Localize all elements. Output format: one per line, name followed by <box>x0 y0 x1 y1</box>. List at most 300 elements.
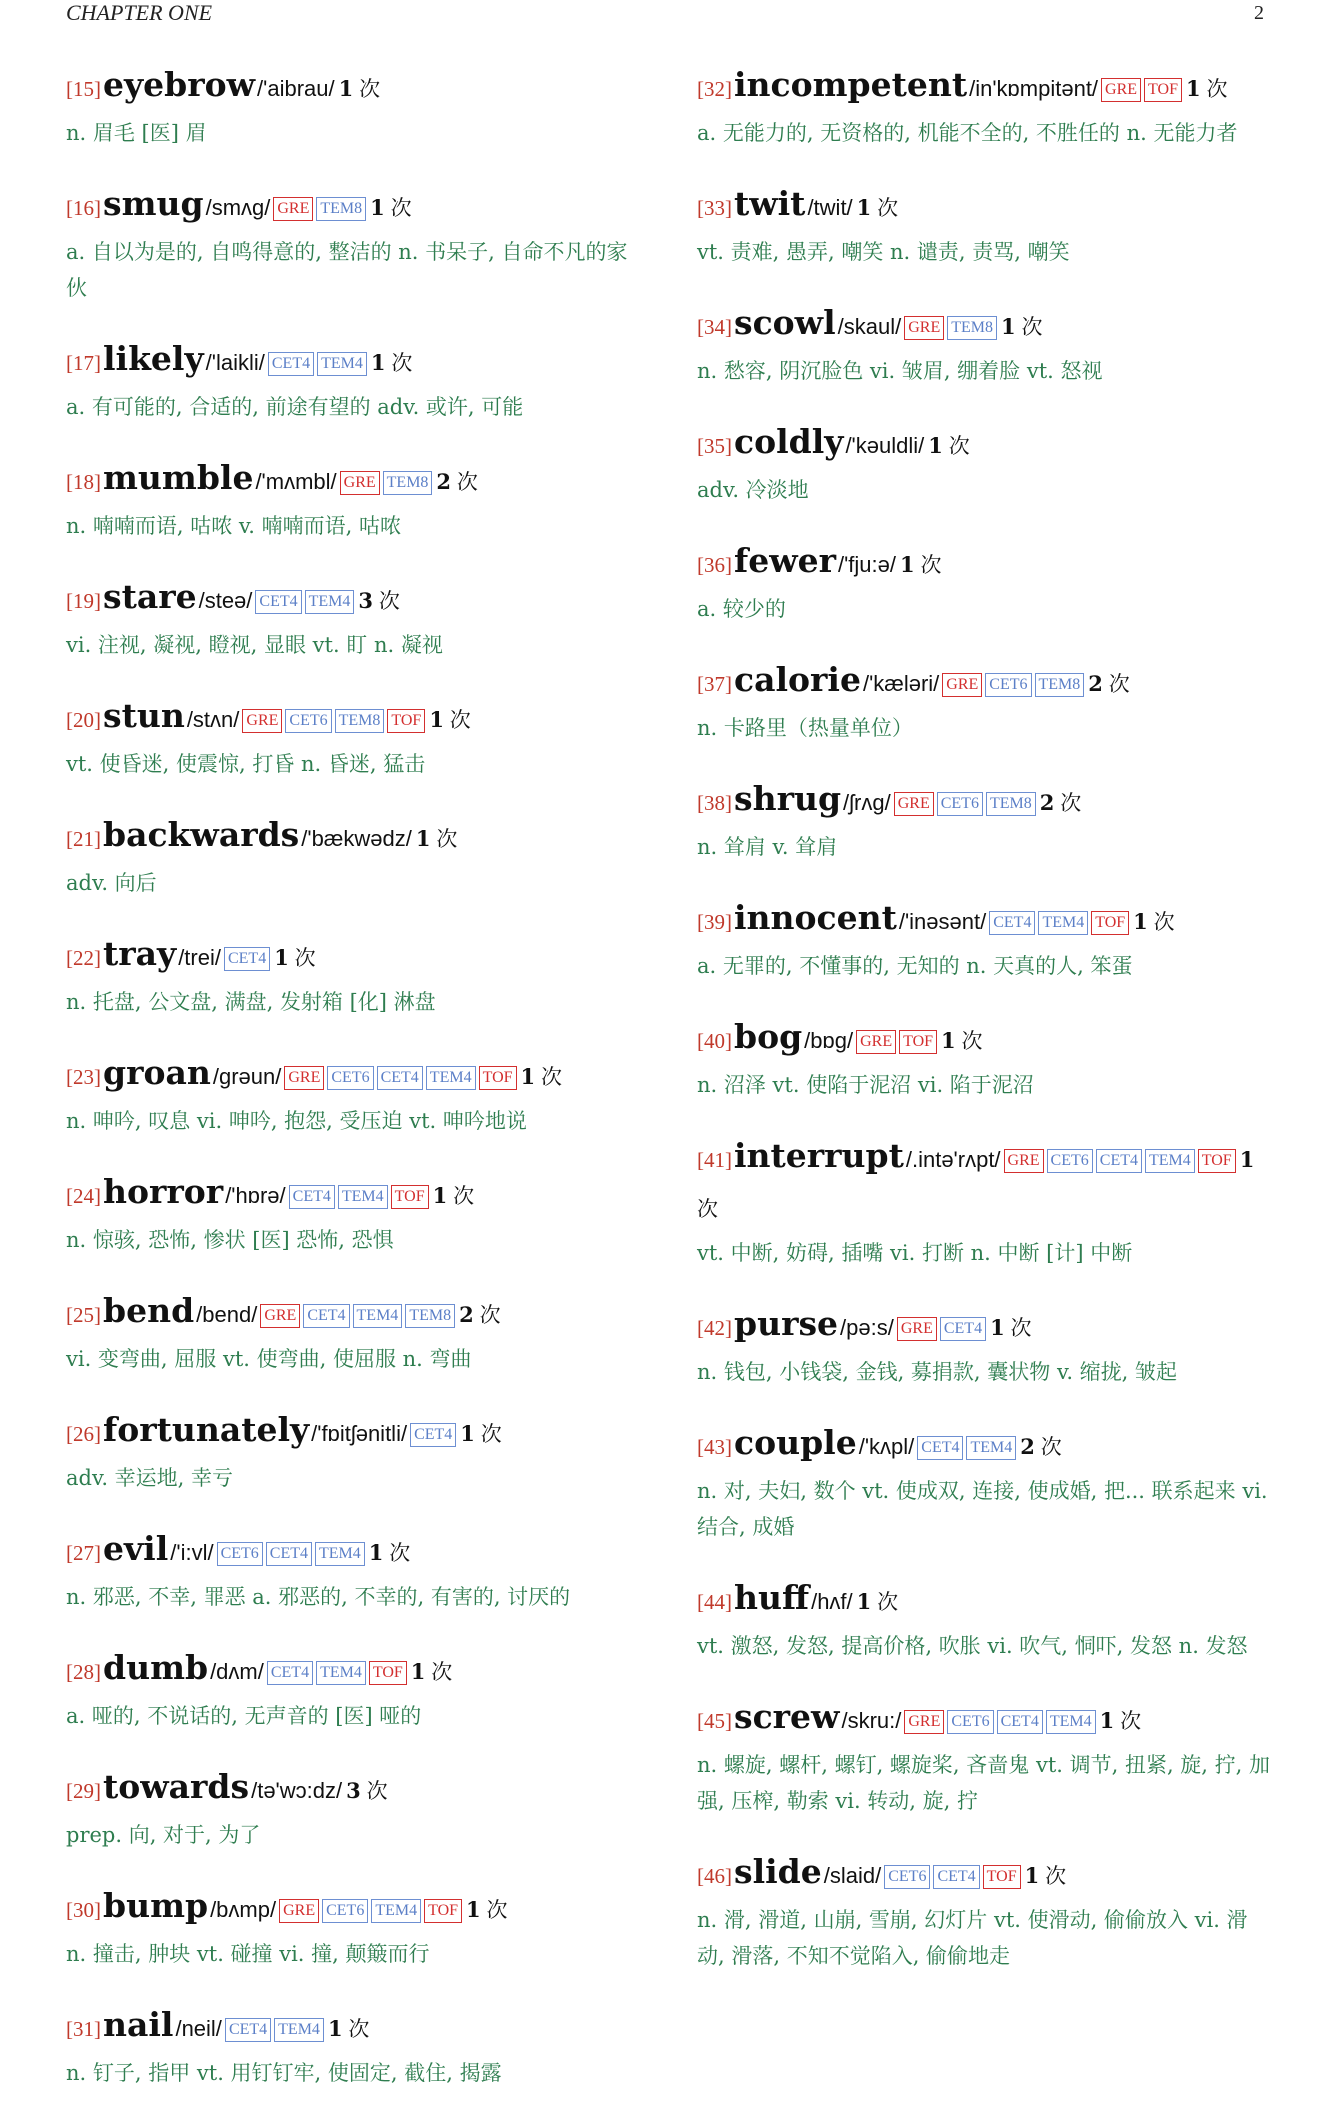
occurrence-count <box>358 590 399 613</box>
entry-headline <box>697 538 1272 591</box>
vocab-entry <box>697 895 1272 984</box>
exam-tag-gre: GRE <box>894 792 934 816</box>
count-suffix: 次 <box>436 827 458 851</box>
pronunciation: /in'kɒmpitənt/ <box>969 76 1099 101</box>
exam-tag-cet4: CET4 <box>410 1423 456 1447</box>
vocab-entry <box>66 1288 646 1377</box>
definition: n. 螺旋, 螺杆, 螺钉, 螺旋桨, 吝啬鬼 vt. 调节, 扭紧, 旋, 拧, 加强, 压榨, 勒索 vi. 转动, 旋, 拧 <box>697 1753 1271 1813</box>
entry-number: [30] <box>66 1898 101 1922</box>
exam-tag-tem8: TEM8 <box>1035 673 1085 697</box>
entry-headline <box>697 1694 1272 1747</box>
occurrence-count <box>416 828 457 851</box>
count-value: 1 <box>432 1183 448 1208</box>
entry-number: [35] <box>697 434 732 458</box>
vocab-entry <box>697 62 1272 151</box>
exam-tag-tem8: TEM8 <box>335 709 385 733</box>
count-value: 1 <box>368 1540 384 1565</box>
count-suffix: 次 <box>391 351 413 375</box>
count-suffix: 次 <box>1120 1709 1142 1733</box>
count-value: 1 <box>928 433 943 458</box>
exam-tag-cet6: CET6 <box>985 673 1031 697</box>
occurrence-count <box>1025 1865 1066 1888</box>
definition: n. 呻吟, 叹息 vi. 呻吟, 抱怨, 受压迫 vt. 呻吟地说 <box>66 1109 527 1133</box>
running-head: CHAPTER ONE <box>66 0 213 25</box>
entry-headline <box>66 1050 646 1103</box>
definition: n. 沼泽 vt. 使陷于泥沼 vi. 陷于泥沼 <box>697 1073 1034 1097</box>
entry-headline <box>66 2002 646 2055</box>
entry-headline <box>66 181 646 234</box>
entry-number: [38] <box>697 791 732 815</box>
pronunciation: /bɒg/ <box>804 1028 854 1053</box>
headword: groan <box>103 1053 211 1092</box>
page-number: 2 <box>1254 2 1264 24</box>
entry-headline <box>66 931 646 984</box>
pronunciation: /'inəsənt/ <box>898 909 987 934</box>
entry-number: [37] <box>697 672 732 696</box>
exam-tag-tem4: TEM4 <box>315 1542 365 1566</box>
vocab-entry <box>66 1050 646 1139</box>
exam-tag-tof: TOF <box>899 1030 937 1054</box>
count-suffix: 次 <box>697 1197 718 1221</box>
pronunciation: /'laikli/ <box>205 350 265 375</box>
pronunciation: /smʌg/ <box>205 195 271 220</box>
occurrence-count <box>857 197 898 220</box>
vocab-entry <box>66 1169 646 1258</box>
definition: vi. 变弯曲, 屈服 vt. 使弯曲, 使屈服 n. 弯曲 <box>66 1347 472 1371</box>
exam-tag-gre: GRE <box>1004 1149 1044 1173</box>
entry-number: [23] <box>66 1065 101 1089</box>
occurrence-count <box>1133 911 1174 934</box>
pronunciation: /neil/ <box>175 2016 222 2041</box>
count-value: 1 <box>990 1315 1005 1340</box>
count-value: 1 <box>274 945 289 970</box>
definition: vt. 使昏迷, 使震惊, 打昏 n. 昏迷, 猛击 <box>66 752 426 776</box>
headword: smug <box>103 184 204 223</box>
entry-number: [29] <box>66 1779 101 1803</box>
exam-tag-tem4: TEM4 <box>338 1185 388 1209</box>
count-value: 1 <box>900 552 915 577</box>
headword: nail <box>103 2005 174 2044</box>
headword: stun <box>103 696 185 735</box>
pronunciation: /pə:s/ <box>840 1315 894 1340</box>
entry-headline <box>66 1645 646 1698</box>
count-suffix: 次 <box>359 77 381 101</box>
entry-headline <box>66 1526 646 1579</box>
exam-tag-tem8: TEM8 <box>405 1304 455 1328</box>
occurrence-count <box>328 2018 369 2041</box>
definition: a. 较少的 <box>697 597 786 621</box>
exam-tag-cet4: CET4 <box>989 911 1035 935</box>
entry-headline <box>66 574 646 627</box>
exam-tag-cet4: CET4 <box>1096 1149 1142 1173</box>
vocab-entry <box>697 1575 1272 1664</box>
count-value: 1 <box>856 1589 872 1614</box>
vocab-entry <box>66 812 646 901</box>
headword: tray <box>103 934 177 973</box>
entry-number: [15] <box>66 77 101 101</box>
count-suffix: 次 <box>1040 1435 1062 1459</box>
count-value: 3 <box>358 588 374 613</box>
occurrence-count <box>339 78 380 101</box>
count-value: 1 <box>429 707 444 732</box>
count-value: 1 <box>1239 1147 1255 1172</box>
occurrence-count <box>1186 78 1227 101</box>
vocab-entry <box>697 181 1272 270</box>
pronunciation: /'kəuldli/ <box>845 433 925 458</box>
occurrence-count <box>990 1317 1031 1340</box>
vocab-entry <box>697 776 1272 865</box>
count-value: 2 <box>1020 1434 1035 1459</box>
exam-tag-tem8: TEM8 <box>316 197 366 221</box>
entry-number: [43] <box>697 1435 732 1459</box>
exam-tag-gre: GRE <box>340 471 380 495</box>
occurrence-count <box>436 471 477 494</box>
exam-tag-tem8: TEM8 <box>986 792 1036 816</box>
pronunciation: /tə'wɔ:dz/ <box>251 1778 343 1803</box>
entry-number: [20] <box>66 708 101 732</box>
entry-number: [39] <box>697 910 732 934</box>
entry-headline <box>697 181 1272 234</box>
count-suffix: 次 <box>486 1898 508 1922</box>
pronunciation: /hʌf/ <box>811 1589 853 1614</box>
count-value: 1 <box>460 1421 475 1446</box>
exam-tag-cet4: CET4 <box>917 1436 963 1460</box>
vocab-entry <box>66 2002 646 2091</box>
exam-tag-cet4: CET4 <box>255 590 301 614</box>
definition: n. 眉毛 [医] 眉 <box>66 121 207 145</box>
count-value: 2 <box>1088 671 1103 696</box>
pronunciation: /steə/ <box>198 588 253 613</box>
pronunciation: /'i:vl/ <box>170 1540 214 1565</box>
exam-tag-tem4: TEM4 <box>371 1899 421 1923</box>
vocab-entry <box>66 1407 646 1496</box>
exam-tag-gre: GRE <box>904 316 944 340</box>
count-value: 3 <box>346 1778 361 1803</box>
exam-tag-gre: GRE <box>856 1030 896 1054</box>
count-suffix: 次 <box>390 196 412 220</box>
vocab-entry <box>66 1645 646 1734</box>
vocab-entry <box>66 62 646 151</box>
occurrence-count <box>274 947 315 970</box>
headword: screw <box>734 1697 840 1736</box>
exam-tag-tem4: TEM4 <box>1046 1710 1096 1734</box>
entry-number: [40] <box>697 1029 732 1053</box>
definition: n. 对, 夫妇, 数个 vt. 使成双, 连接, 使成婚, 把... 联系起来 vi. 结合, 成婚 <box>697 1479 1268 1539</box>
pronunciation: /'kæləri/ <box>862 671 940 696</box>
entry-number: [34] <box>697 315 732 339</box>
entry-number: [27] <box>66 1541 101 1565</box>
count-value: 1 <box>856 195 872 220</box>
exam-tag-gre: GRE <box>260 1304 300 1328</box>
exam-tag-cet6: CET6 <box>327 1066 373 1090</box>
count-value: 1 <box>520 1064 536 1089</box>
exam-tag-cet4: CET4 <box>303 1304 349 1328</box>
pronunciation: /skru:/ <box>841 1708 902 1733</box>
occurrence-count <box>371 352 412 375</box>
headword: dumb <box>103 1648 209 1687</box>
entry-headline <box>66 1169 646 1222</box>
count-value: 2 <box>436 469 452 494</box>
pronunciation: /skaul/ <box>837 314 902 339</box>
headword: huff <box>734 1578 810 1617</box>
vocab-entry <box>66 693 646 782</box>
headword: bend <box>103 1291 195 1330</box>
exam-tag-tem4: TEM4 <box>317 352 367 376</box>
entry-number: [17] <box>66 351 101 375</box>
definition: a. 哑的, 不说话的, 无声音的 [医] 哑的 <box>66 1704 422 1728</box>
count-value: 1 <box>410 1659 426 1684</box>
vocab-entry <box>66 455 646 544</box>
vocab-entry <box>697 1301 1272 1390</box>
exam-tag-cet6: CET6 <box>322 1899 368 1923</box>
count-value: 2 <box>1039 790 1055 815</box>
exam-tag-tem4: TEM4 <box>353 1304 403 1328</box>
count-suffix: 次 <box>1206 77 1228 101</box>
exam-tag-tem4: TEM4 <box>305 590 355 614</box>
entry-number: [19] <box>66 589 101 613</box>
pronunciation: /'fɒitʃənitli/ <box>311 1421 408 1446</box>
headword: bog <box>734 1017 803 1056</box>
count-suffix: 次 <box>1010 1316 1032 1340</box>
entry-headline <box>66 1288 646 1341</box>
count-value: 1 <box>1185 76 1201 101</box>
count-suffix: 次 <box>456 470 478 494</box>
entry-headline <box>697 300 1272 353</box>
definition: a. 无罪的, 不懂事的, 无知的 n. 天真的人, 笨蛋 <box>697 954 1133 978</box>
headword: incompetent <box>734 65 968 104</box>
definition: adv. 冷淡地 <box>697 478 809 502</box>
occurrence-count <box>1001 316 1042 339</box>
entry-number: [33] <box>697 196 732 220</box>
right-column <box>697 62 1272 2004</box>
exam-tag-tof: TOF <box>369 1661 407 1685</box>
occurrence-count <box>521 1066 562 1089</box>
entry-headline <box>66 812 646 865</box>
count-suffix: 次 <box>378 589 400 613</box>
occurrence-count <box>433 1185 474 1208</box>
definition: a. 自以为是的, 自鸣得意的, 整洁的 n. 书呆子, 自命不凡的家伙 <box>66 240 628 300</box>
exam-tag-cet4: CET4 <box>940 1317 986 1341</box>
headword: slide <box>734 1852 822 1891</box>
occurrence-count <box>460 1423 501 1446</box>
pronunciation: /trei/ <box>178 945 221 970</box>
entry-headline <box>697 62 1272 115</box>
count-suffix: 次 <box>920 553 942 577</box>
definition: n. 喃喃而语, 咕哝 v. 喃喃而语, 咕哝 <box>66 514 401 538</box>
definition: n. 撞击, 肿块 vt. 碰撞 vi. 撞, 颠簸而行 <box>66 1942 430 1966</box>
entry-headline <box>697 895 1272 948</box>
count-value: 1 <box>370 195 385 220</box>
definition: n. 滑, 滑道, 山崩, 雪崩, 幻灯片 vt. 使滑动, 偷偷放入 vi. 滑动, 滑落, 不知不觉陷入, 偷偷地走 <box>697 1908 1248 1968</box>
count-suffix: 次 <box>366 1779 388 1803</box>
count-value: 1 <box>941 1028 956 1053</box>
exam-tag-gre: GRE <box>279 1899 319 1923</box>
vocab-entry <box>697 657 1272 746</box>
exam-tag-cet6: CET6 <box>937 792 983 816</box>
count-suffix: 次 <box>449 708 471 732</box>
definition: a. 无能力的, 无资格的, 机能不全的, 不胜任的 n. 无能力者 <box>697 121 1238 145</box>
occurrence-count <box>429 709 470 732</box>
exam-tag-tof: TOF <box>1198 1149 1236 1173</box>
exam-tag-gre: GRE <box>284 1066 324 1090</box>
headword: twit <box>734 184 806 223</box>
exam-tag-cet6: CET6 <box>1047 1149 1093 1173</box>
vocab-entry <box>66 1526 646 1615</box>
entry-number: [28] <box>66 1660 101 1684</box>
count-suffix: 次 <box>348 2017 370 2041</box>
headword: scowl <box>734 303 836 342</box>
entry-headline <box>697 1014 1272 1067</box>
definition: adv. 向后 <box>66 871 157 895</box>
definition: a. 有可能的, 合适的, 前途有望的 adv. 或许, 可能 <box>66 395 524 419</box>
pronunciation: /ʃrʌg/ <box>843 790 891 815</box>
entry-number: [32] <box>697 77 732 101</box>
headword: eyebrow <box>103 65 256 104</box>
count-value: 1 <box>1001 314 1016 339</box>
exam-tag-tem8: TEM8 <box>947 316 997 340</box>
exam-tag-gre: GRE <box>904 1710 944 1734</box>
entry-number: [24] <box>66 1184 101 1208</box>
entry-headline <box>697 657 1272 710</box>
exam-tag-cet4: CET4 <box>933 1865 979 1889</box>
count-suffix: 次 <box>389 1541 411 1565</box>
vocab-entry <box>697 1420 1272 1545</box>
entry-headline <box>697 419 1272 472</box>
vocab-entry <box>697 1694 1272 1819</box>
count-value: 1 <box>1133 909 1148 934</box>
exam-tag-gre: GRE <box>1101 78 1141 102</box>
count-value: 2 <box>459 1302 474 1327</box>
vocab-entry <box>697 419 1272 508</box>
entry-headline <box>66 455 646 508</box>
exam-tag-tem4: TEM4 <box>966 1436 1016 1460</box>
headword: fortunately <box>103 1410 310 1449</box>
pronunciation: /dʌm/ <box>210 1659 264 1684</box>
entry-headline <box>697 1420 1272 1473</box>
definition: n. 托盘, 公文盘, 满盘, 发射箱 [化] 淋盘 <box>66 990 436 1014</box>
entry-headline <box>66 1764 646 1817</box>
entry-headline <box>697 1133 1272 1235</box>
pronunciation: /bʌmp/ <box>210 1897 277 1922</box>
count-suffix: 次 <box>1153 910 1175 934</box>
exam-tag-tof: TOF <box>387 709 425 733</box>
entry-headline <box>66 62 646 115</box>
pronunciation: /'fju:ə/ <box>837 552 896 577</box>
headword: coldly <box>734 422 844 461</box>
exam-tag-cet6: CET6 <box>285 709 331 733</box>
entry-number: [41] <box>697 1148 732 1172</box>
headword: bump <box>103 1886 209 1925</box>
headword: couple <box>734 1423 857 1462</box>
exam-tag-gre: GRE <box>942 673 982 697</box>
count-suffix: 次 <box>1108 672 1130 696</box>
count-value: 1 <box>1099 1708 1115 1733</box>
definition: n. 邪恶, 不幸, 罪恶 a. 邪恶的, 不幸的, 有害的, 讨厌的 <box>66 1585 571 1609</box>
exam-tag-tem4: TEM4 <box>316 1661 366 1685</box>
definition: n. 卡路里（热量单位） <box>697 716 913 740</box>
exam-tag-cet6: CET6 <box>884 1865 930 1889</box>
exam-tag-cet4: CET4 <box>377 1066 423 1090</box>
headword: horror <box>103 1172 224 1211</box>
occurrence-count <box>346 1780 387 1803</box>
entry-number: [45] <box>697 1709 732 1733</box>
occurrence-count <box>1100 1710 1141 1733</box>
vocab-entry <box>66 181 646 306</box>
count-value: 1 <box>327 2016 343 2041</box>
count-value: 1 <box>338 76 354 101</box>
occurrence-count <box>857 1591 898 1614</box>
exam-tag-tof: TOF <box>983 1865 1021 1889</box>
pronunciation: /slaid/ <box>823 1863 882 1888</box>
entry-number: [22] <box>66 946 101 970</box>
exam-tag-tof: TOF <box>479 1066 517 1090</box>
entry-number: [21] <box>66 827 101 851</box>
occurrence-count <box>928 435 969 458</box>
pronunciation: /'kʌpl/ <box>858 1434 915 1459</box>
entry-number: [36] <box>697 553 732 577</box>
occurrence-count <box>1088 673 1129 696</box>
exam-tag-tof: TOF <box>391 1185 429 1209</box>
occurrence-count <box>900 554 941 577</box>
headword: stare <box>103 577 197 616</box>
count-suffix: 次 <box>294 946 316 970</box>
count-value: 1 <box>1024 1863 1040 1888</box>
count-suffix: 次 <box>877 1590 899 1614</box>
definition: vt. 中断, 妨碍, 插嘴 vi. 打断 n. 中断 [计] 中断 <box>697 1241 1133 1265</box>
entry-headline <box>66 1407 646 1460</box>
definition: n. 惊骇, 恐怖, 惨状 [医] 恐怖, 恐惧 <box>66 1228 394 1252</box>
entry-number: [18] <box>66 470 101 494</box>
definition: n. 愁容, 阴沉脸色 vi. 皱眉, 绷着脸 vt. 怒视 <box>697 359 1103 383</box>
entry-headline <box>697 1575 1272 1628</box>
pronunciation: /grəun/ <box>212 1064 282 1089</box>
exam-tag-cet4: CET4 <box>225 2018 271 2042</box>
headword: backwards <box>103 815 300 854</box>
count-suffix: 次 <box>540 1065 562 1089</box>
entry-headline <box>66 1883 646 1936</box>
count-value: 1 <box>415 826 431 851</box>
exam-tag-gre: GRE <box>273 197 313 221</box>
vocab-entry <box>697 538 1272 627</box>
definition: adv. 幸运地, 幸亏 <box>66 1466 234 1490</box>
exam-tag-tem4: TEM4 <box>274 2018 324 2042</box>
pronunciation: /.intə'rʌpt/ <box>905 1147 1001 1172</box>
headword: fewer <box>734 541 836 580</box>
occurrence-count <box>1040 792 1081 815</box>
exam-tag-cet4: CET4 <box>289 1185 335 1209</box>
entry-headline <box>697 1849 1272 1902</box>
exam-tag-gre: GRE <box>242 709 282 733</box>
count-value: 1 <box>370 350 386 375</box>
pronunciation: /'hɒrə/ <box>225 1183 286 1208</box>
vocab-entry <box>697 1133 1272 1271</box>
pronunciation: /bend/ <box>196 1302 258 1327</box>
count-suffix: 次 <box>480 1422 502 1446</box>
pronunciation: /'bækwədz/ <box>301 826 412 851</box>
exam-tag-cet4: CET4 <box>997 1710 1043 1734</box>
entry-number: [44] <box>697 1590 732 1614</box>
exam-tag-tof: TOF <box>424 1899 462 1923</box>
occurrence-count <box>941 1030 982 1053</box>
entry-headline <box>697 1301 1272 1354</box>
exam-tag-cet6: CET6 <box>217 1542 263 1566</box>
exam-tag-tem4: TEM4 <box>426 1066 476 1090</box>
exam-tag-tem4: TEM4 <box>1038 911 1088 935</box>
definition: n. 耸肩 v. 耸肩 <box>697 835 838 859</box>
occurrence-count <box>459 1304 500 1327</box>
definition: n. 钱包, 小钱袋, 金钱, 募捐款, 囊状物 v. 缩拢, 皱起 <box>697 1360 1178 1384</box>
occurrence-count <box>466 1899 507 1922</box>
